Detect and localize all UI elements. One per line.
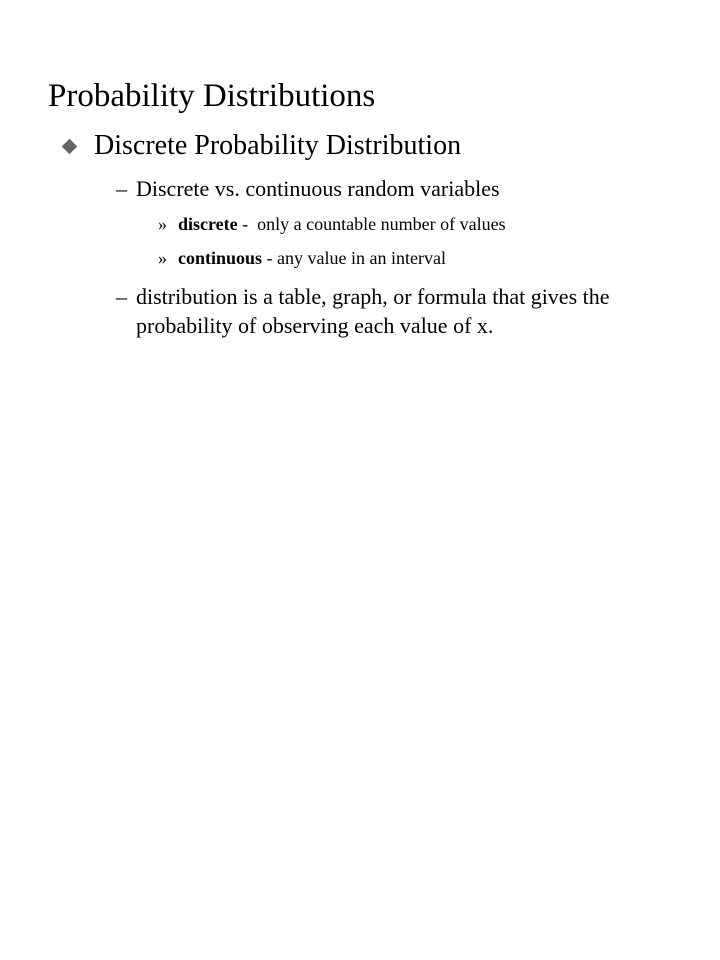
definition-term: continuous — [178, 248, 263, 268]
chevron-marker: » — [158, 248, 167, 268]
definition-separator: - — [237, 214, 258, 234]
sub-item-text: distribution is a table, graph, or formula that gives the probability of observing each value of x. — [136, 284, 610, 338]
definition-item — [158, 246, 446, 270]
slide-title: Probability Distributions — [48, 78, 376, 114]
sub-item-text: Discrete vs. continuous random variables — [136, 176, 500, 201]
dash-marker: – — [116, 176, 127, 201]
definition-term: discrete — [178, 214, 238, 234]
chevron-marker: » — [158, 214, 167, 234]
main-bullet-text: Discrete Probability Distribution — [94, 130, 462, 161]
diamond-bullet-icon — [62, 139, 78, 155]
definition-item — [158, 212, 506, 236]
definition-description: any value in an interval — [277, 248, 446, 268]
definition-separator: - — [262, 248, 278, 268]
definition-description: only a countable number of values — [257, 214, 506, 234]
sub-item — [116, 282, 666, 340]
sub-item — [116, 174, 666, 203]
dash-marker: – — [116, 284, 127, 309]
main-bullet — [62, 126, 461, 166]
